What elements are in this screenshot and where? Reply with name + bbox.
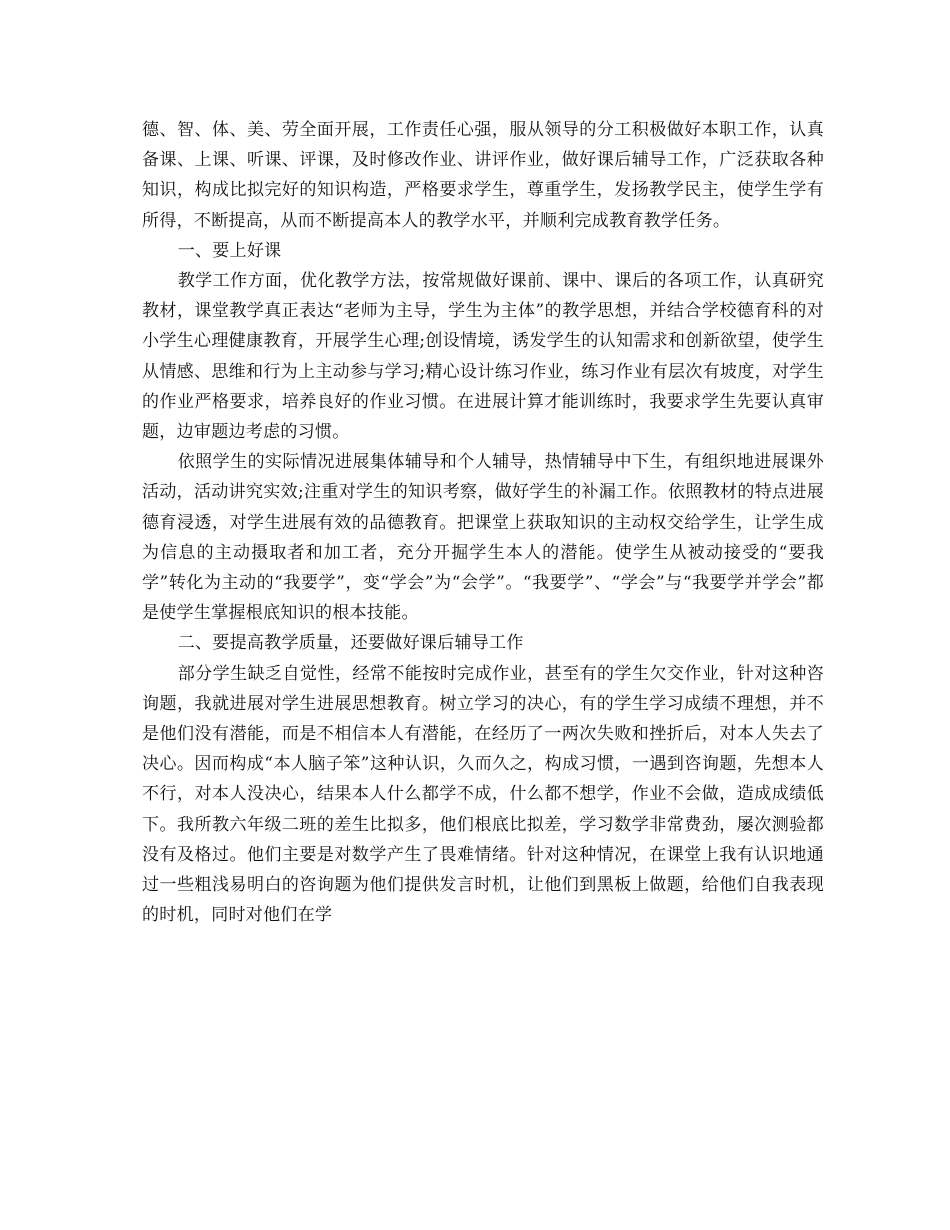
paragraph-after-class-tutoring: 部分学生缺乏自觉性，经常不能按时完成作业，甚至有的学生欠交作业，针对这种咨询题，我就进展对学生进展思想教育。树立学习的决心，有的学生学习成绩不理想，并不是他们没有潜能，而是不相信本人有潜能，在经历了一两次失败和挫折后，对本人失去了决心。因而构成“本人脑子笨”这种认识，久而久之，构成习惯，一遇到咨询题，先想本人不行，对本人没决心，结果本人什么都学不成，什么都不想学，作业不会做，造成成绩低下。我所教六年级二班的差生比拟多，他们根底比拟差，学习数学非常费劲，屡次测验都没有及格过。他们主要是对数学产生了畏难情绪。针对这种情况，在课堂上我有认识地通过一些粗浅易明白的咨询题为他们提供发言时机，让他们到黑板上做题，给他们自我表现的时机，同时对他们在学 (142, 663, 824, 926)
section-heading-1: 一、要上好课 (177, 240, 282, 261)
paragraph-continuation: 德、智、体、美、劳全面开展，工作责任心强，服从领导的分工积极做好本职工作，认真备课、上课、听课、评课，及时修改作业、讲评作业，做好课后辅导工作，广泛获取各种知识，构成比拟完好的知识构造，严格要求学生，尊重学生，发扬教学民主，使学生学有所得，不断提高，从而不断提高本人的教学水平，并顺利完成教育教学任务。 (142, 120, 824, 231)
document-page (142, 115, 824, 930)
section-heading-2: 二、要提高教学质量，还要做好课后辅导工作 (177, 633, 524, 654)
paragraph-teaching-methods: 教学工作方面，优化教学方法，按常规做好课前、课中、课后的各项工作，认真研究教材，课堂教学真正表达“老师为主导，学生为主体”的教学思想，并结合学校德育科的对小学生心理健康教育，开展学生心理;创设情境，诱发学生的认知需求和创新欲望，使学生从情感、思维和行为上主动参与学习;精心设计练习作业，练习作业有层次有坡度，对学生的作业严格要求，培养良好的作业习惯。在进展计算才能训练时，我要求学生先要认真审题，边审题边考虑的习惯。 (142, 271, 824, 443)
paragraph-individual-guidance: 依照学生的实际情况进展集体辅导和个人辅导，热情辅导中下生，有组织地进展课外活动，活动讲究实效;注重对学生的知识考察，做好学生的补漏工作。依照教材的特点进展德育浸透，对学生进展有效的品德教育。把课堂上获取知识的主动权交给学生，让学生成为信息的主动摄取者和加工者，充分开掘学生本人的潜能。使学生从被动接受的“要我学”转化为主动的“我要学”，变“学会”为“会学”。“我要学”、“学会”与“我要学并学会”都是使学生掌握根底知识的根本技能。 (142, 452, 824, 624)
